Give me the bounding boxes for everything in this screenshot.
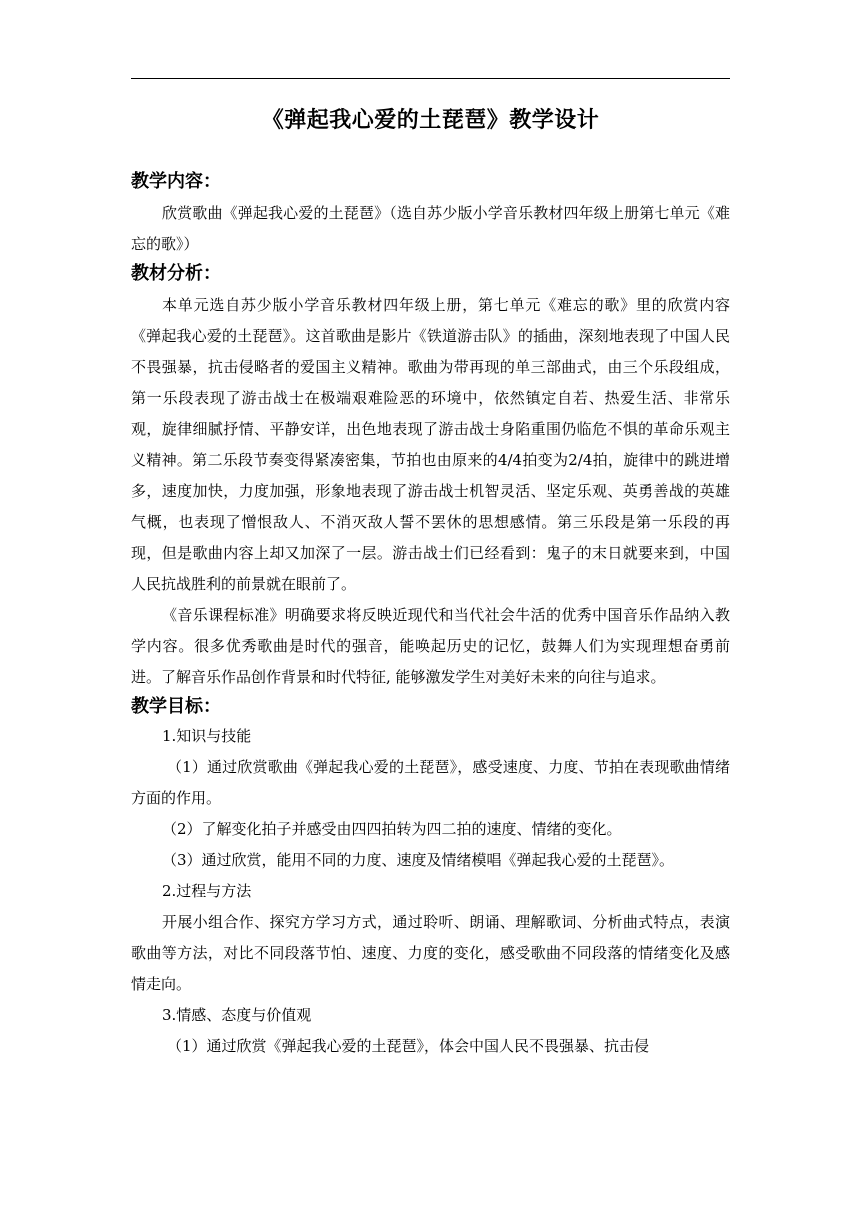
content-paragraph: 欣赏歌曲《弹起我心爱的土琵琶》（选自苏少版小学音乐教材四年级上册第七单元《难忘的歌》）	[131, 204, 730, 253]
objective-knowledge-title: 1.知识与技能	[162, 727, 252, 745]
section-heading-analysis: 教材分析：	[131, 263, 221, 284]
objective-emotion-item-1: （1）通过欣赏《弹起我心爱的土琵琶》，体会中国人民不畏强暴、抗击侵	[167, 1037, 650, 1055]
objective-emotion-title: 3.情感、态度与价值观	[162, 1006, 312, 1024]
analysis-paragraph-1: 本单元选自苏少版小学音乐教材四年级上册，第七单元《难忘的歌》里的欣赏内容《弹起我心爱的土琵琶》。这首歌曲是影片《铁道游击队》的插曲，深刻地表现了中国人民不畏强暴，抗击侵略者的爱国主义精神。歌曲为带再现的单三部曲式，由三个乐段组成，第一乐段表现了游击战士在极端艰难险恶的环境中，依然镇定自若、热爱生活、非常乐观，旋律细腻抒情、平静安详，出色地表现了游击战士身陷重围仍临危不惧的革命乐观主义精神。第二乐段节奏变得紧凑密集，节拍也由原来的4/4拍变为2/4拍，旋律中的跳进增多，速度加快，力度加强，形象地表现了游击战士机智灵活、坚定乐观、英勇善战的英雄气概，也表现了憎恨敌人、不消灭敌人誓不罢休的思想感情。第三乐段是第一乐段的再现，但是歌曲内容上却又加深了一层。游击战士们已经看到：鬼子的末日就要来到，中国人民抗战胜利的前景就在眼前了。	[131, 296, 730, 593]
document-title: 《弹起我心爱的土琵琶》教学设计	[261, 108, 600, 133]
objective-process-title: 2.过程与方法	[162, 882, 252, 900]
header-rule	[131, 78, 730, 79]
objective-knowledge-item-1: （1）通过欣赏歌曲《弹起我心爱的土琵琶》，感受速度、力度、节拍在表现歌曲情绪方面的作用。	[131, 758, 730, 807]
objective-knowledge-item-3: （3）通过欣赏，能用不同的力度、速度及情绪模唱《弹起我心爱的土琵琶》。	[162, 851, 675, 869]
section-heading-content: 教学内容：	[131, 171, 221, 192]
analysis-paragraph-2: 《音乐课程标准》明确要求将反映近现代和当代社会牛活的优秀中国音乐作品纳入教学内容。很多优秀歌曲是时代的强音，能唤起历史的记忆，鼓舞人们为实现理想奋勇前进。了解音乐作品创作背景和时代特征, 能够激发学生对美好未来的向往与追求。	[131, 606, 730, 686]
document-body	[131, 168, 730, 1062]
objective-process-paragraph: 开展小组合作、探究方学习方式，通过聆听、朗诵、理解歌词、分析曲式特点，表演歌曲等方法，对比不同段落节怕、速度、力度的变化，感受歌曲不同段落的情绪变化及感情走向。	[131, 913, 730, 993]
section-heading-objectives: 教学目标：	[131, 696, 221, 717]
objective-knowledge-item-2: （2）了解变化拍子并感受由四四拍转为四二拍的速度、情绪的变化。	[162, 820, 622, 838]
